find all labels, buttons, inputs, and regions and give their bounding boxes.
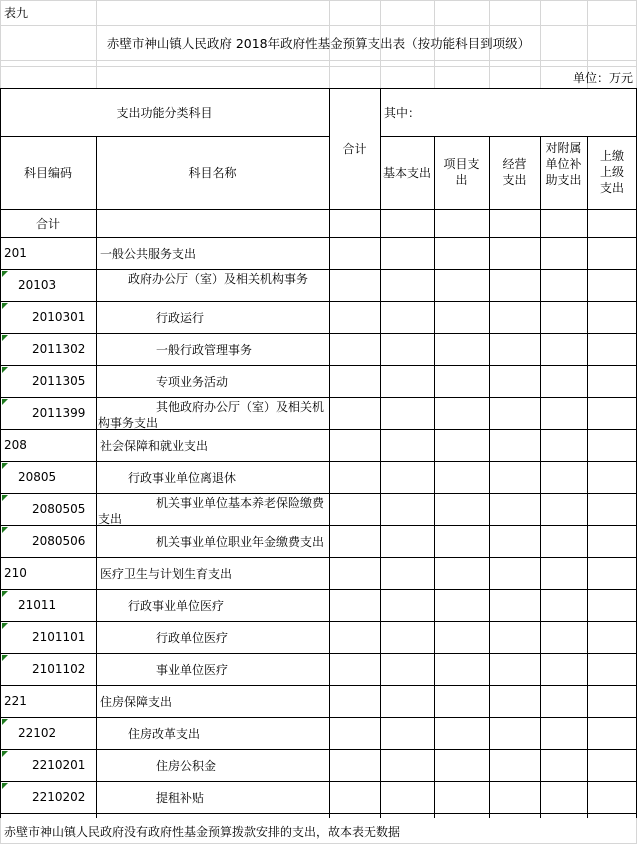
cell-marker-icon <box>2 623 8 629</box>
header-of-which: 其中： <box>384 105 421 120</box>
table-border <box>540 136 541 818</box>
row-name: 社会保障和就业支出 <box>100 438 209 453</box>
header-name: 科目名称 <box>188 166 237 180</box>
header-operating: 经营支出 <box>502 157 527 187</box>
unit-label: 单位：万元 <box>572 70 633 85</box>
row-name: 住房改革支出 <box>128 726 201 741</box>
row-code: 208 <box>4 438 27 452</box>
row-code: 2080505 <box>32 502 86 516</box>
row-name: 政府办公厅（室）及相关机构事务 <box>128 272 309 286</box>
row-name: 提租补贴 <box>156 790 205 805</box>
row-name: 行政事业单位医疗 <box>128 598 225 613</box>
row-name: 医疗卫生与计划生育支出 <box>100 566 233 581</box>
row-code: 201 <box>4 246 27 260</box>
header-basic: 基本支出 <box>382 166 431 180</box>
footnote: 赤壁市神山镇人民政府没有政府性基金预算拨款安排的支出，故本表无数据 <box>4 824 401 839</box>
row-name: 一般公共服务支出 <box>100 246 197 261</box>
row-name: 行政事业单位离退休 <box>128 470 237 485</box>
row-name: 住房保障支出 <box>100 694 173 709</box>
row-code: 2210201 <box>32 758 86 772</box>
header-remit: 上缴上级支出 <box>599 149 624 195</box>
row-name: 一般行政管理事务 <box>156 342 253 357</box>
table-border <box>434 136 435 818</box>
table-border <box>587 136 588 818</box>
cell-marker-icon <box>2 399 8 405</box>
cell-marker-icon <box>2 527 8 533</box>
header-project: 项目支出 <box>443 157 480 187</box>
cell-marker-icon <box>2 303 8 309</box>
header-code: 科目编码 <box>23 166 72 180</box>
row-name: 行政单位医疗 <box>156 630 229 645</box>
row-code: 21011 <box>18 598 57 612</box>
cell-marker-icon <box>2 751 8 757</box>
header-total: 合计 <box>342 142 367 156</box>
row-code: 2011302 <box>32 342 86 356</box>
cell-marker-icon <box>2 271 8 277</box>
row-name: 行政运行 <box>156 310 205 325</box>
cell-marker-icon <box>2 655 8 661</box>
cell-marker-icon <box>2 463 8 469</box>
row-code: 20805 <box>18 470 57 484</box>
cell-marker-icon <box>2 367 8 373</box>
row-code: 2101102 <box>32 662 86 676</box>
row-code: 2011305 <box>32 374 86 388</box>
table-border <box>96 136 97 818</box>
page-title: 赤壁市神山镇人民政府 2018年政府性基金预算支出表（按功能科目到项级） <box>106 35 531 51</box>
row-code: 22102 <box>18 726 57 740</box>
row-code: 2101101 <box>32 630 86 644</box>
row-code: 210 <box>4 566 27 580</box>
row-code: 20103 <box>18 278 57 292</box>
row-name: 机关事业单位职业年金缴费支出 <box>156 534 325 549</box>
row-name: 专项业务活动 <box>156 374 229 389</box>
row-code: 2011399 <box>32 406 86 420</box>
cell-marker-icon <box>2 719 8 725</box>
cell-marker-icon <box>2 591 8 597</box>
table-border <box>489 136 490 818</box>
header-func-category: 支出功能分类科目 <box>116 105 213 120</box>
cell-marker-icon <box>2 783 8 789</box>
sheet-label: 表九 <box>4 6 29 20</box>
total-row-label: 合计 <box>35 216 60 231</box>
cell-marker-icon <box>2 335 8 341</box>
row-name: 住房公积金 <box>156 758 217 773</box>
row-code: 2080506 <box>32 534 86 548</box>
row-code: 2210202 <box>32 790 86 804</box>
row-name: 机关事业单位基本养老保险缴费支出 <box>98 496 325 526</box>
row-name: 事业单位医疗 <box>156 662 229 677</box>
cell-marker-icon <box>2 495 8 501</box>
row-code: 2010301 <box>32 310 86 324</box>
row-name: 其他政府办公厅（室）及相关机构事务支出 <box>98 400 325 430</box>
header-subsidy: 对附属单位补助支出 <box>545 141 582 187</box>
gridline <box>0 818 1 844</box>
row-code: 221 <box>4 694 27 708</box>
